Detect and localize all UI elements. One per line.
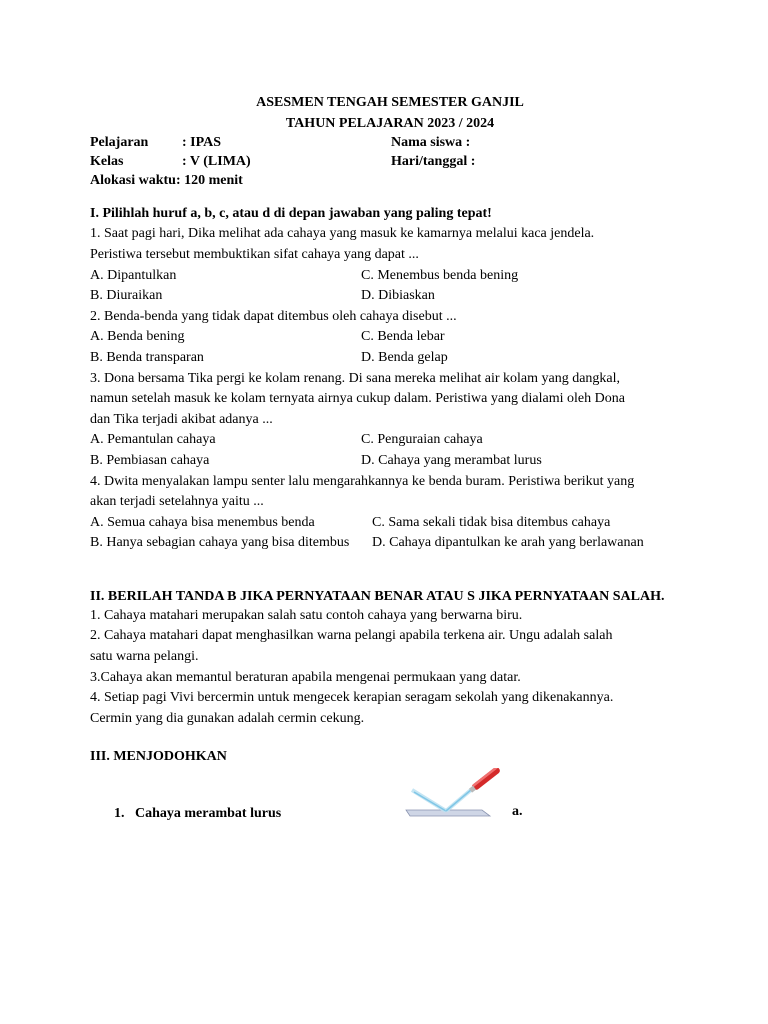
option-c: C. Menembus benda bening <box>361 267 519 283</box>
option-c: C. Penguraian cahaya <box>361 432 483 448</box>
question-text: Peristiwa tersebut membuktikan sifat cahaya yang dapat ... <box>90 246 419 262</box>
option-a: A. Pemantulan cahaya <box>90 432 216 448</box>
statement-line: 1. Cahaya matahari merupakan salah satu contoh cahaya yang berwarna biru. <box>90 607 523 623</box>
section3-title: III. MENJODOHKAN <box>90 749 227 765</box>
question-2 <box>90 307 690 369</box>
option-c: C. Benda lebar <box>361 329 445 345</box>
exam-document <box>90 93 690 828</box>
question-text: 3. Dona bersama Tika pergi ke kolam renang. Di sana mereka melihat air kolam yang dangkal, <box>90 370 621 386</box>
option-b: B. Benda transparan <box>90 349 204 365</box>
meta-row-subject <box>90 134 690 153</box>
meta-row-class <box>90 153 690 172</box>
time-allocation: Alokasi waktu: 120 menit <box>90 173 243 189</box>
subject-value: : IPAS <box>182 135 222 151</box>
question-text: 1. Saat pagi hari, Dika melihat ada cahaya yang masuk ke kamarnya melalui kaca jendela. <box>90 226 595 242</box>
section2-title: II. BERILAH TANDA B JIKA PERNYATAAN BENAR ATAU S JIKA PERNYATAAN SALAH. <box>90 588 665 604</box>
option-d: D. Cahaya yang merambat lurus <box>361 452 542 468</box>
option-a: A. Benda bening <box>90 329 185 345</box>
option-a: A. Dipantulkan <box>90 267 177 283</box>
statement-line: 4. Setiap pagi Vivi bercermin untuk mengecek kerapian seragam sekolah yang dikenakannya. <box>90 690 614 706</box>
option-d: D. Benda gelap <box>361 349 448 365</box>
subject-label: Pelajaran <box>90 135 149 151</box>
question-1 <box>90 224 690 306</box>
light-beam-reflection-image <box>404 768 504 818</box>
statement-line: 3.Cahaya akan memantul beraturan apabila mengenai permukaan yang datar. <box>90 669 521 685</box>
option-b: B. Pembiasan cahaya <box>90 452 210 468</box>
matching-number: 1. <box>114 806 125 822</box>
matching-item-1 <box>90 768 690 828</box>
matching-label: Cahaya merambat lurus <box>135 806 282 822</box>
class-value: : V (LIMA) <box>182 153 251 169</box>
option-c: C. Sama sekali tidak bisa ditembus cahaya <box>372 514 611 530</box>
school-year: TAHUN PELAJARAN 2023 / 2024 <box>285 115 495 131</box>
option-b: B. Diuraikan <box>90 288 163 304</box>
option-b: B. Hanya sebagian cahaya yang bisa ditembus <box>90 535 350 551</box>
class-label: Kelas <box>90 153 124 169</box>
section2-statements <box>90 606 690 730</box>
option-a: A. Semua cahaya bisa menembus benda <box>90 514 315 530</box>
section1-title: I. Pilihlah huruf a, b, c, atau d di depan jawaban yang paling tepat! <box>90 205 492 221</box>
matching-answer: a. <box>512 804 523 820</box>
student-name-label: Nama siswa : <box>391 135 471 151</box>
question-4 <box>90 472 690 554</box>
option-d: D. Cahaya dipantulkan ke arah yang berlawanan <box>372 535 644 551</box>
question-text: 2. Benda-benda yang tidak dapat ditembus oleh cahaya disebut ... <box>90 308 457 324</box>
question-text: akan terjadi setelahnya yaitu ... <box>90 494 264 510</box>
question-3 <box>90 369 690 472</box>
question-text: namun setelah masuk ke kolam ternyata airnya cukup dalam. Peristiwa yang dialami oleh Dona <box>90 391 625 407</box>
option-d: D. Dibiaskan <box>361 288 435 304</box>
exam-title: ASESMEN TENGAH SEMESTER GANJIL <box>256 95 524 110</box>
statement-line: Cermin yang dia gunakan adalah cermin cekung. <box>90 710 365 726</box>
date-label: Hari/tanggal : <box>391 153 476 169</box>
question-text: 4. Dwita menyalakan lampu senter lalu mengarahkannya ke benda buram. Peristiwa berikut yang <box>90 473 635 489</box>
statement-line: satu warna pelangi. <box>90 649 199 665</box>
question-text: dan Tika terjadi akibat adanya ... <box>90 411 273 427</box>
statement-line: 2. Cahaya matahari dapat menghasilkan warna pelangi apabila terkena air. Ungu adalah salah <box>90 628 613 644</box>
